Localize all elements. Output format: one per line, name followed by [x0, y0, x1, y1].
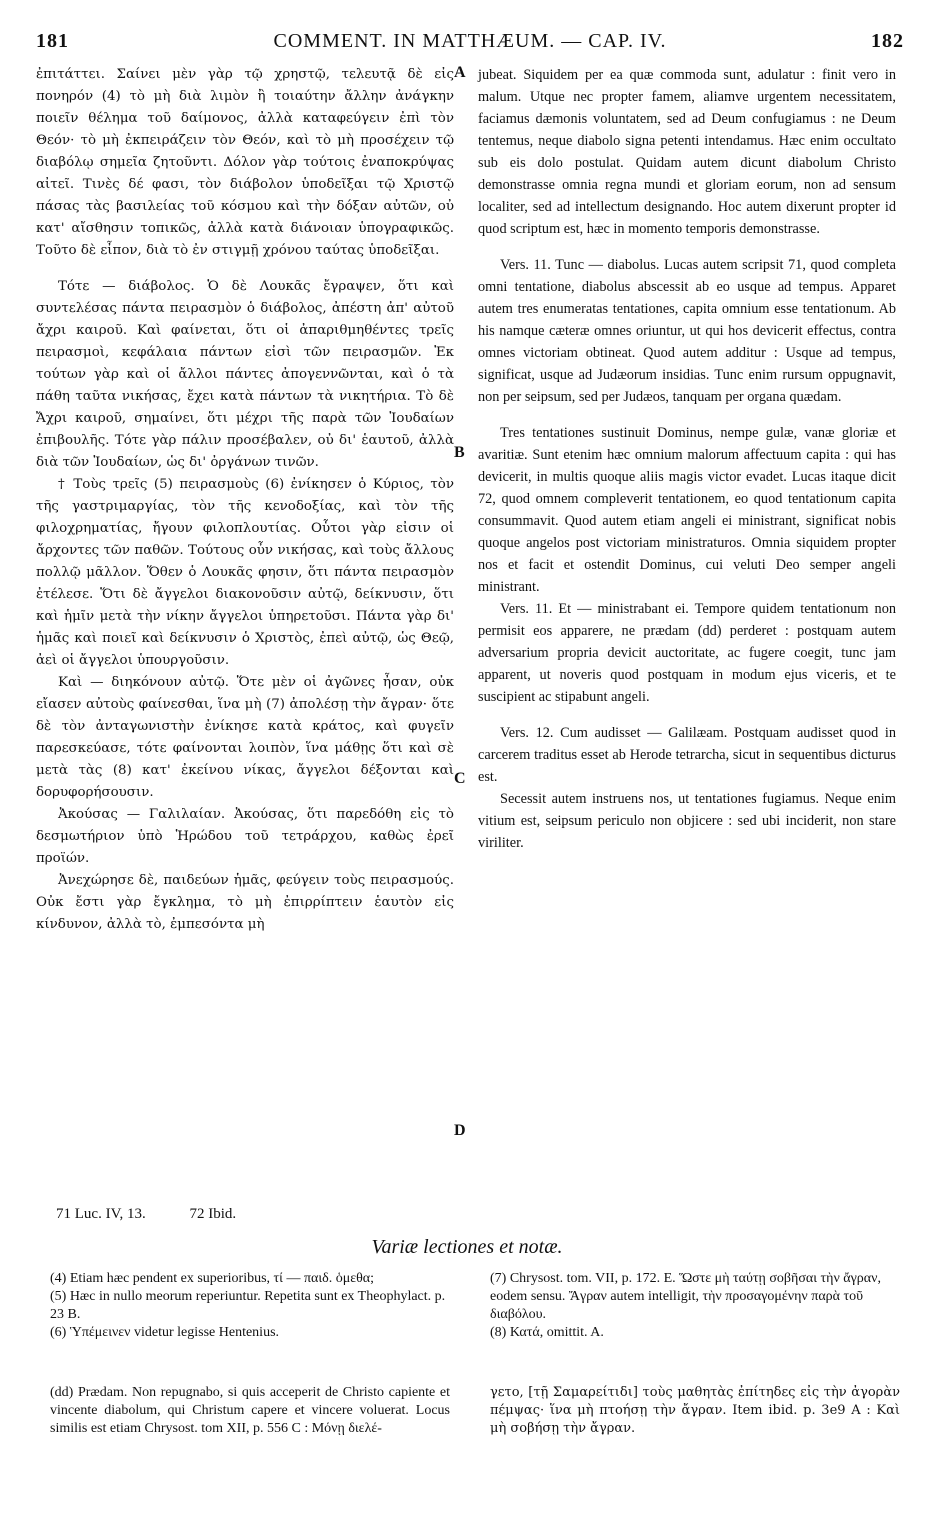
latin-column	[478, 64, 896, 854]
margin-marker-d: D	[454, 1122, 466, 1139]
greek-paragraph: Καὶ — διηκόνουν αὐτῷ. Ὅτε μὲν οἱ ἀγῶνες ἦσαν, οὐκ εἴασεν αὐτοὺς φαίνεσθαι, ἵνα μὴ (7) ἀπολέσῃ τὴν ἄγραν· ὅτε δὲ τὸν ἀνταγωνιστὴν ἐνίκησε κατὰ κράτος, καὶ φυγεῖν παρεσκεύασε, τότε φαίνονται λοιπὸν, ἵνα μάθῃς ὅτι καὶ σὲ μετὰ τὰς (8) κατ' ἐκείνου νίκας, ἄγγελοι δέξονται καὶ δορυφορήσουσιν.	[36, 675, 454, 800]
margin-marker-b: B	[454, 444, 465, 461]
greek-paragraph: † Τοὺς τρεῖς (5) πειρασμοὺς (6) ἐνίκησεν ὁ Κύριος, τὸν τῆς γαστριμαργίας, τὸν τῆς κενοδοξίας, καὶ τὸν τῆς φιλοχρηματίας, ἤγουν φιλοπλουτίας. Οὗτοι γὰρ εἰσιν οἱ ἄρχοντες τῶν παθῶν. Τούτους οὖν νικήσας, καὶ τοὺς ἄλλους πολλῷ μᾶλλον. Ὅθεν ὁ Λουκᾶς φησιν, ὅτι πάντα πειρασμὸν ἐτέλεσε. Ὅτι δὲ ἄγγελοι διακονοῦσιν αὐτῷ, δείκνυσιν, ὅτι καὶ ἡμῖν μετὰ τὴν νίκην ἄγγελοι ὑπηρετοῦσι. Πάντα γὰρ δι' ἡμᾶς καὶ ποιεῖ καὶ δείκνυσιν ὁ Χριστὸς, ἐπεὶ αὐτῷ, ὡς Θεῷ, ἀεὶ οἱ ἄγγελοι ὑπουργοῦσιν.	[36, 477, 454, 668]
margin-marker-c: C	[454, 770, 466, 787]
running-title: COMMENT. IN MATTHÆUM. — CAP. IV.	[273, 30, 667, 52]
running-header	[36, 30, 904, 60]
variae-lectiones-title: Variæ lectiones et notæ.	[371, 1236, 563, 1258]
note-item: (7) Chrysost. tom. VII, p. 172. E. Ὥστε μὴ ταύτῃ σοβῆσαι τὴν ἄγραν, eodem sensu. Ἄγραν autem intelligit, τὴν προσαγομένην παρὰ τοῦ διαβόλου.	[490, 1271, 881, 1322]
greek-paragraph: ἐπιτάττει. Σαίνει μὲν γὰρ τῷ χρηστῷ, τελευτᾷ δὲ εἰς πονηρόν (4) τὸ μὴ διὰ λιμὸν ἢ τοιαύτην ἄλλην ἀνάγκην ποιεῖν θέλημα τοῦ δαίμονος, ἀλλὰ καταφεύγειν ἐπὶ τὸν Θεόν· τὸ μὴ ἐκπειράζειν τὸν Θεόν, καὶ τὸ μὴ προσέχειν τῷ διαβόλῳ σημεῖα ζητοῦντι. Δόλον γὰρ τούτοις ἐναποκρύψας αἰτεῖ. Τινὲς δέ φασι, τὸν διάβολον ὑποδεῖξαι τῷ Χριστῷ πάσας τὰς βασιλείας τοῦ κόσμου καὶ τὴν δόξαν αὐτῶν, οὐ κατ' αἴσθησιν τοπικῶς, ἀλλὰ κατὰ διάνοιαν ὑπογραφικῶς. Τοῦτο δὲ εἶπον, διὰ τὸ ἐν στιγμῇ χρόνου ταύτας ὑποδεῖξαι.	[36, 67, 454, 258]
latin-paragraph: jubeat. Siquidem per ea quæ commoda sunt, adulatur : finit vero in malum. Utque nec propter famem, aliamve urgentem necessitatem, faciamus dæmonis voluntatem, sed ad Deum confugiamus : ne Deum tentemus, neque diabolo signa petenti intendamus. Hæc enim occultato sub eis dolo postulat. Quidam autem dicunt diabolum Christo demonstrasse omnia regna mundi et gloriam eorum, non ad sensum localiter, sed ad intellectum designando. Hoc autem dixerunt propter id quod scriptum est, hæc in momento temporis demonstrasse.	[478, 67, 896, 237]
notes-left	[50, 1270, 450, 1342]
margin-marker-a: A	[454, 64, 466, 81]
footnote: 71 Luc. IV, 13.	[56, 1206, 146, 1222]
page-number-left: 181	[36, 30, 69, 52]
page-number-right: 182	[871, 30, 904, 52]
footnotes	[56, 1206, 276, 1223]
greek-column	[36, 64, 454, 936]
latin-paragraph: Vers. 11. Et — ministrabant ei. Tempore quidem tentationum non permisit eos apparere, ne prædam (dd) perderet : postquam autem adversarium propria devicit auctoritate, ac fugere coegit, tunc jam apparent, ut noveris quod postquam in modum ejus viceris, et te suscipient ac stipabunt angeli.	[478, 601, 896, 705]
note-dd-right	[490, 1384, 900, 1438]
greek-paragraph: Τότε — διάβολος. Ὁ δὲ Λουκᾶς ἔγραψεν, ὅτι καὶ συντελέσας πάντα πειρασμὸν ὁ διάβολος, ἀπέστη ἀπ' αὐτοῦ ἄχρι καιροῦ. Καὶ φαίνεται, ὅτι οἱ ἀπαριθμηθέντες τρεῖς πειρασμοὶ, κεφάλαια πάντων εἰσὶ τῶν πειρασμῶν. Ἐκ τούτων γὰρ καὶ οἱ ἄλλοι πάντες ἀπογεννῶνται, καὶ ὁ τὰ πάθη ταῦτα νικήσας, ἔχει κατὰ πάντων τὰ νικητήρια. Τὸ δὲ Ἄχρι καιροῦ, σημαίνει, ὅτι μέχρι τῆς παρὰ τῶν Ἰουδαίων ἐπιβουλῆς. Τότε γὰρ πάλιν προσέβαλεν, οὐ δι' ἑαυτοῦ, ἀλλὰ διὰ τῶν Ἰουδαίων, ὡς δι' ὀργάνων τινῶν.	[36, 279, 454, 470]
latin-paragraph: Tres tentationes sustinuit Dominus, nempe gulæ, vanæ gloriæ et avaritiæ. Sunt etenim hæc omnium malorum affectuum capita : qui has devicerit, in multis quoque aliis magis victor evadet. Lucas itaque dicit 72, quod omnem compleverit tentationem, eo quod tentationum capita consummavit. Quod autem etiam angeli ei ministrant, significat nobis quoque angelos post victoriam ministraturos. Omnia siquidem propter nos et facit et ostendit Dominus, cui veluti Deo semper angeli ministrant.	[478, 425, 896, 595]
latin-paragraph: Vers. 12. Cum audisset — Galilæam. Postquam audisset quod in carcerem traditus esset ab Herode tetrarcha, sicut in sequentibus dicturus est.	[478, 725, 896, 785]
greek-paragraph: Ἀκούσας — Γαλιλαίαν. Ἀκούσας, ὅτι παρεδόθη εἰς τὸ δεσμωτήριον ὑπὸ Ἡρώδου τοῦ τετράρχου, καθὼς ἐρεῖ προϊών.	[36, 807, 454, 866]
footnote: 72 Ibid.	[189, 1206, 237, 1222]
latin-paragraph: Secessit autem instruens nos, ut tentationes fugiamus. Neque enim vitium est, seipsum periculo non objicere : sed ubi inciderit, non stare viriliter.	[478, 791, 896, 851]
greek-paragraph: Ἀνεχώρησε δὲ, παιδεύων ἡμᾶς, φεύγειν τοὺς πειρασμούς. Οὐκ ἔστι γὰρ ἔγκλημα, τὸ μὴ ἐπιρρίπτειν ἑαυτὸν εἰς κίνδυνον, ἀλλὰ τὸ, ἐμπεσόντα μὴ	[36, 873, 454, 932]
latin-paragraph: Vers. 11. Tunc — diabolus. Lucas autem scripsit 71, quod completa omni tentatione, diabolus abscessit ab eo usque ad tempus. Apparet autem tres enumeratas tentationes, capita omnium esse tentationum. Ab his namque cæteræ omnes oriuntur, ut qui hos devicerit effectus, contra omnes victoriam obtineat. Quod autem additur : Usque ad tempus, significat, usque ad Judæorum insidias. Tunc enim rursum oppugnavit, non per seipsum, sed per Judæos, tanquam per organa quædam.	[478, 257, 896, 405]
note-dd-text: γετο, [τῇ Σαμαρείτιδι] τοὺς μαθητὰς ἐπίτηδες εἰς τὴν ἀγορὰν πέμψας· ἵνα μὴ πτοήσῃ τὴν ἄγραν. Item ibid. p. 3e9 A : Καὶ μὴ σοβήσῃ τὴν ἄγραν.	[490, 1385, 900, 1436]
note-dd-text: (dd) Prædam. Non repugnabo, si quis acceperit de Christo capiente et vincente diabolum, qui Christum capere et vincere voluerat. Locus similis est etiam Chrysost. tom XII, p. 556 C : Μόνῃ διελέ-	[50, 1385, 450, 1436]
note-dd-left	[50, 1384, 450, 1438]
note-item: (5) Hæc in nullo meorum reperiuntur. Repetita sunt ex Theophylact. p. 23 B.	[50, 1289, 446, 1322]
note-item: (4) Etiam hæc pendent ex superioribus, τί — παιδ. ὁμεθα;	[50, 1271, 375, 1286]
note-item: (6) Ὑπέμεινεν videtur legisse Hentenius.	[50, 1325, 280, 1340]
notes-right	[490, 1270, 900, 1342]
note-item: (8) Κατά, omittit. A.	[490, 1325, 604, 1340]
